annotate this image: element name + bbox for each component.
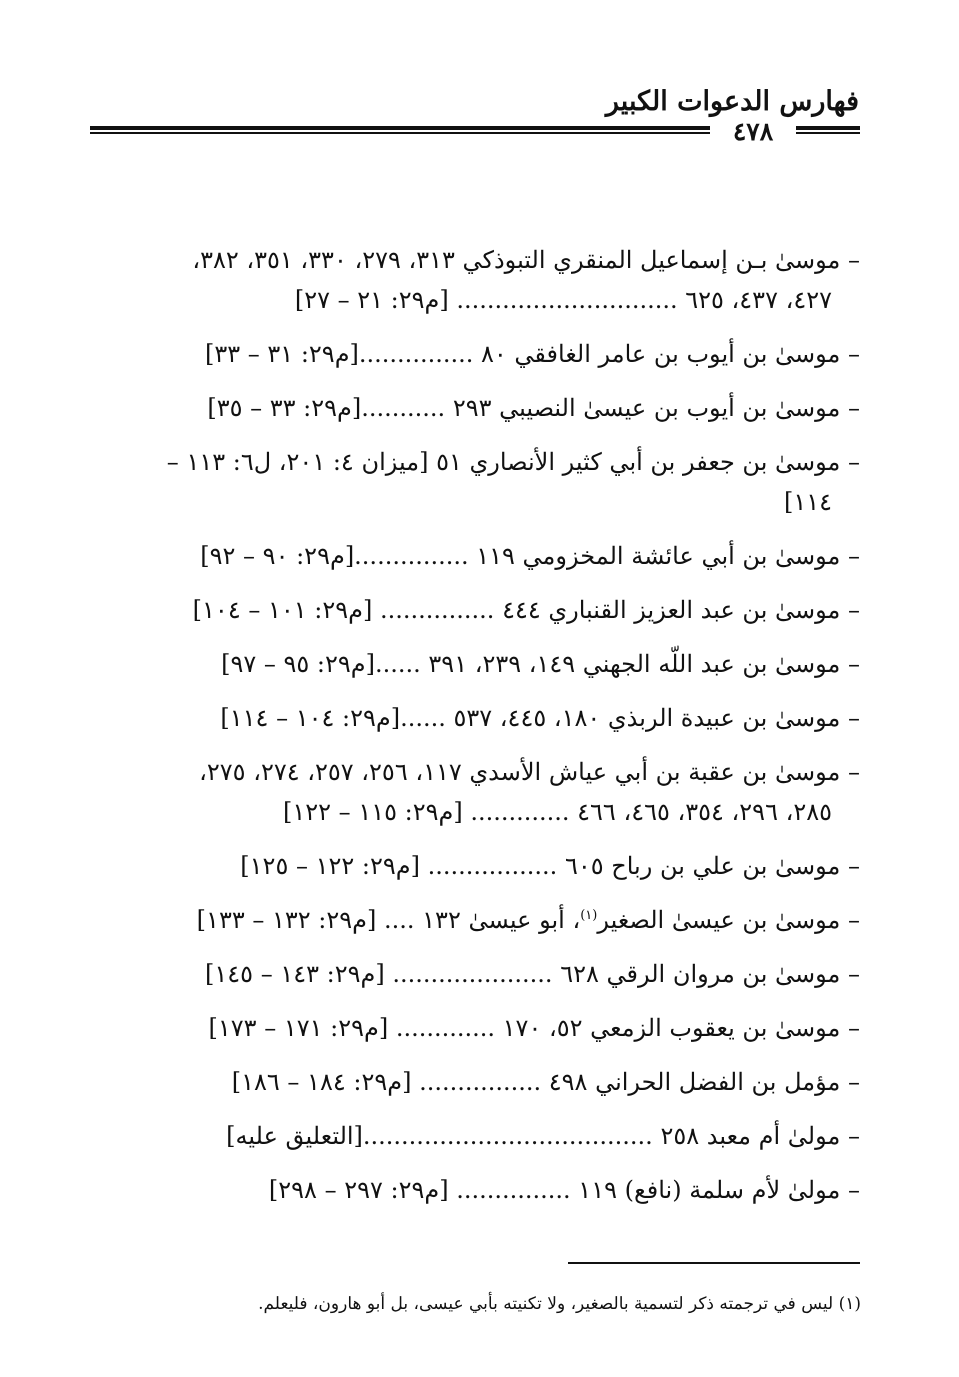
index-entry <box>90 442 860 522</box>
index-entry <box>90 1116 860 1156</box>
index-entry <box>90 698 860 738</box>
index-entry <box>90 240 860 320</box>
index-entry <box>90 388 860 428</box>
index-entry <box>90 954 860 994</box>
entry-line: – موسىٰ بن مروان الرقي ٦٢٨ ..................... [م٢٩: ١٤٣ – ١٤٥] <box>205 960 860 988</box>
entry-line: – موسىٰ بن أيوب بن عامر الغافقي ٨٠ ...............[م٢٩: ٣١ – ٣٣] <box>204 340 860 368</box>
entry-line: – مولىٰ لأم سلمة (نافع) ١١٩ ............... [م٢٩: ٢٩٧ – ٢٩٨] <box>268 1176 860 1204</box>
footnote: (١) ليس في ترجمته ذكر لتسمية بالصغير، ولا تكنيته بأبي عيسى، بل أبو هارون، فليعلم. <box>258 1294 861 1314</box>
entry-line: – موسىٰ بن أبي عائشة المخزومي ١١٩ ...............[م٢٩: ٩٠ – ٩٢] <box>200 542 860 570</box>
entry-line: – موسىٰ بن عقبة بن أبي عياش الأسدي ١١٧، ٢٥٦، ٢٥٧، ٢٧٤، ٢٧٥، <box>199 758 860 786</box>
footnote-separator <box>568 1262 860 1264</box>
entry-line: – مؤمل بن الفضل الحراني ٤٩٨ ................ [م٢٩: ١٨٤ – ١٨٦] <box>231 1068 860 1096</box>
entry-line: – موسىٰ بن عيسىٰ الصغير <box>597 906 860 934</box>
header-rule-right-thin <box>796 132 860 134</box>
index-entry <box>90 590 860 630</box>
entry-line: – موسىٰ بن عبيدة الربذي ١٨٠، ٤٤٥، ٥٣٧ ......[م٢٩: ١٠٤ – ١١٤] <box>220 704 860 732</box>
index-entry <box>90 1008 860 1048</box>
entry-line-rest: ، أبو عيسىٰ ١٣٢ .... [م٢٩: ١٣٢ – ١٣٣] <box>196 906 581 934</box>
entry-continuation: ٤٢٧، ٤٣٧، ٦٢٥ ............................. [م٢٩: ٢١ – ٢٧] <box>294 286 832 314</box>
entry-line: – موسىٰ بن يعقوب الزمعي ٥٢، ١٧٠ ............. [م٢٩: ١٧١ – ١٧٣] <box>208 1014 860 1042</box>
index-entry <box>90 846 860 886</box>
entry-continuation: ١١٤] <box>783 488 832 516</box>
index-entry <box>90 334 860 374</box>
header-rule-right <box>796 126 860 130</box>
index-entry <box>90 536 860 576</box>
entry-line: – موسىٰ بـن إسماعيل المنقري التبوذكي ٣١٣، ٢٧٩، ٣٣٠، ٣٥١، ٣٨٢، <box>192 246 860 274</box>
index-entry <box>90 644 860 684</box>
entry-continuation: ٢٨٥، ٢٩٦، ٣٥٤، ٤٦٥، ٤٦٦ ............. [م٢٩: ١١٥ – ١٢٢] <box>283 798 832 826</box>
entry-line: – مولىٰ أم معبد ٢٥٨ ......................................[التعليق عليه] <box>226 1122 860 1150</box>
entry-line: – موسىٰ بن أيوب بن عيسىٰ النصيبي ٢٩٣ ...........[م٢٩: ٣٣ – ٣٥] <box>207 394 860 422</box>
index-entry <box>90 1170 860 1210</box>
footnote-marker: (١) <box>580 908 598 923</box>
entry-line: – موسىٰ بن جعفر بن أبي كثير الأنصاري ٥١ [ميزان ٤: ٢٠١، ل٦: ١١٣ – <box>166 448 860 476</box>
entry-line: – موسىٰ بن عبد اللّه الجهني ١٤٩، ٢٣٩، ٣٩١ ......[م٢٩: ٩٥ – ٩٧] <box>221 650 860 678</box>
running-header-title: فهارس الدعوات الكبير <box>605 86 859 117</box>
index-entries <box>90 240 860 1224</box>
entry-line: – موسىٰ بن علي بن رباح ٦٠٥ ................. [م٢٩: ١٢٢ – ١٢٥] <box>240 852 860 880</box>
index-entry <box>90 900 860 940</box>
index-entry <box>90 752 860 832</box>
index-entry <box>90 1062 860 1102</box>
header-rule <box>90 126 710 130</box>
page-number: ٤٧٨ <box>732 117 774 146</box>
entry-line: – موسىٰ بن عبد العزيز القنباري ٤٤٤ ............... [م٢٩: ١٠١ – ١٠٤] <box>192 596 860 624</box>
header-rule-thin <box>90 132 710 134</box>
